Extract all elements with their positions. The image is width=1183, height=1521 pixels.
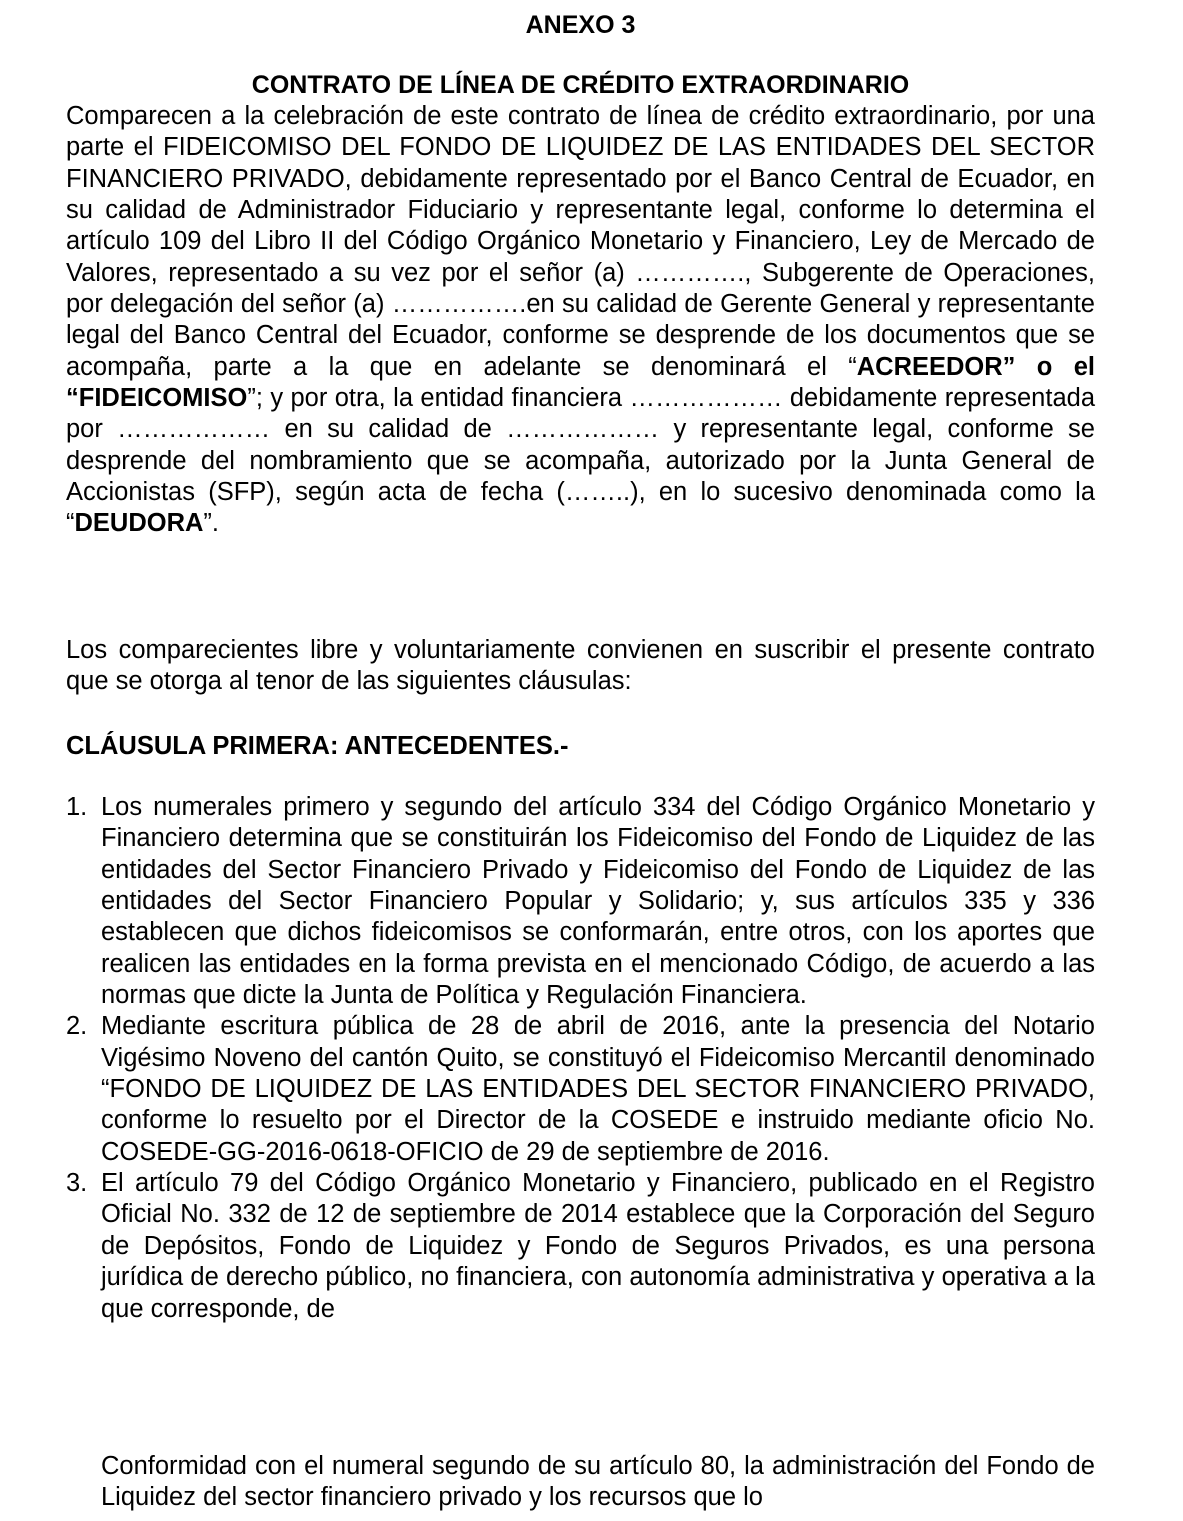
intro-paragraph — [66, 101, 1095, 540]
list-item-text: Los numerales primero y segundo del artículo 334 del Código Orgánico Monetario y Financiero determina que se constituirán los Fideicomiso del Fondo de Liquidez de las entidades del Sector Financiero Privado y Fideicomiso del Fondo de Liquidez de las entidades del Sector Financiero Popular y Solidario; y, sus artículos 335 y 336 establecen que dichos fideicomisos se conformarán, entre otros, con los aportes que realicen las entidades en la forma prevista en el mencionado Código, de acuerdo a las normas que dicte la Junta de Política y Regulación Financiera. — [101, 793, 1095, 1010]
intro-text-part3: ”. — [203, 509, 219, 538]
list-item-text: El artículo 79 del Código Orgánico Monetario y Financiero, publicado en el Registro Oficial No. 332 de 12 de septiembre de 2014 establece que la Corporación del Seguro de Depósitos, Fondo de Liquidez y Fondo de Seguros Privados, es una persona jurídica de derecho público, no financiera, con autonomía administrativa y operativa a la que corresponde, de — [101, 1169, 1095, 1323]
intro-text-part1: Comparecen a la celebración de este contrato de línea de crédito extraordinario, por una parte el FIDEICOMISO DEL FONDO DE LIQUIDEZ DE LAS ENTIDADES DEL SECTOR FINANCIERO PRIVADO, debidamente representado por el Banco Central de Ecuador, en su calidad de Administrador Fiduciario y representante legal, conforme lo determina el artículo 109 del Libro II del Código Orgánico Monetario y Financiero, Ley de Mercado de Valores, representado a su vez por el señor (a) …………., Subgerente de Operaciones, por delegación del señor (a) …………….en su calidad de Gerente General y representante legal del Banco Central del Ecuador, conforme se desprende de los documentos que se acompaña, parte a la que en adelante se denominará el “ — [66, 102, 1095, 381]
intro-text-part2: ”; y por otra, la entidad financiera ……………… debidamente representada por ……………… en su calidad de ……………… y representante legal, conforme se desprende del nombramiento que se acompaña, autorizado por la Junta General de Accionistas (SFP), según acta de fecha (……..), en lo sucesivo denominada como la “ — [66, 384, 1095, 538]
list-item-number: 2. — [66, 1012, 88, 1041]
list-item-text: Mediante escritura pública de 28 de abril de 2016, ante la presencia del Notario Vigésimo Noveno del cantón Quito, se constituyó el Fideicomiso Mercantil denominado “FONDO DE LIQUIDEZ DE LAS ENTIDADES DEL SECTOR FINANCIERO PRIVADO, conforme lo resuelto por el Director de la COSEDE e instruido mediante oficio No. COSEDE-GG-2016-0618-OFICIO de 29 de septiembre de 2016. — [101, 1012, 1095, 1166]
annex-title: ANEXO 3 — [525, 11, 636, 39]
continuation-paragraph: Conformidad con el numeral segundo de su artículo 80, la administración del Fondo de Liquidez del sector financiero privado y los recursos que lo — [101, 1452, 1095, 1512]
list-item-number: 3. — [66, 1169, 88, 1198]
intro-bold-acreedor: ACREEDOR” o el “FIDEICOMISO — [66, 352, 1095, 413]
convienen-paragraph: Los comparecientes libre y voluntariamente convienen en suscribir el presente contrato que se otorga al tenor de las siguientes cláusulas: — [66, 636, 1095, 696]
list-item — [66, 1168, 1095, 1325]
contract-title: CONTRATO DE LÍNEA DE CRÉDITO EXTRAORDINARIO — [251, 71, 910, 99]
list-item — [66, 1011, 1095, 1168]
antecedentes-list — [66, 792, 1095, 1325]
list-item-number: 1. — [66, 793, 88, 821]
clause-heading: CLÁUSULA PRIMERA: ANTECEDENTES.- — [66, 732, 569, 760]
list-item — [66, 792, 1095, 1011]
intro-bold-deudora: DEUDORA — [74, 509, 204, 538]
